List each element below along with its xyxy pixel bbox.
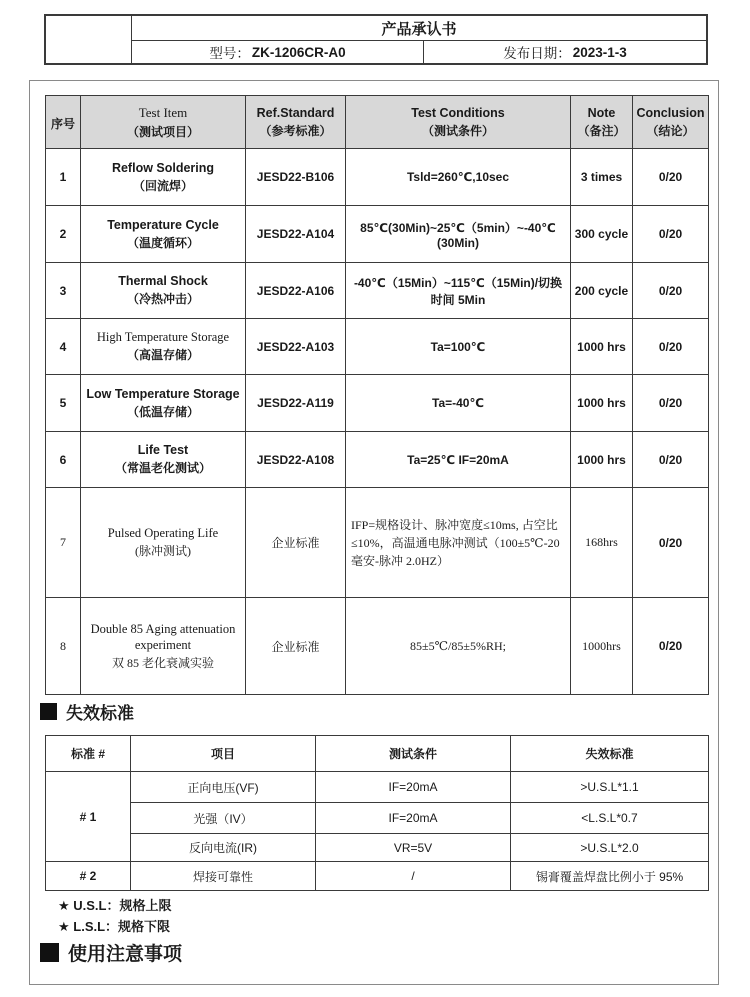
footnotes xyxy=(58,895,172,937)
cell-conclusion: 0/20 xyxy=(633,432,709,488)
criteria-row-luminous-intensity xyxy=(46,803,709,834)
criteria-table-header xyxy=(46,736,709,772)
cell-note: 168hrs xyxy=(571,488,633,598)
section-title: 失效标准 xyxy=(66,704,134,723)
cell-test-conditions: 85±5℃/85±5%RH; xyxy=(346,598,571,695)
reliability-test-table xyxy=(45,95,709,695)
criteria-header-item: 项目 xyxy=(131,736,316,772)
cell-test-item xyxy=(81,598,246,695)
cell-conclusion: 0/20 xyxy=(633,149,709,206)
criteria-item: 焊接可靠性 xyxy=(131,862,316,891)
section-title: 使用注意事项 xyxy=(68,944,183,965)
criteria-value: >U.S.L*2.0 xyxy=(511,834,709,862)
cell-test-conditions: 85℃(30Min)~25℃（5min）~-40℃ (30Min) xyxy=(346,206,571,263)
section-bullet-square-icon xyxy=(40,943,59,962)
cell-note: 300 cycle xyxy=(571,206,633,263)
criteria-value: 锡膏覆盖焊盘比例小于 95% xyxy=(511,862,709,891)
header-meta-row xyxy=(132,41,706,63)
test-item-en: High Temperature Storage xyxy=(96,330,230,345)
test-item-en: Temperature Cycle xyxy=(107,217,219,232)
test-item-cn: （高温存储） xyxy=(126,348,199,363)
test-item-cn: 双 85 老化衰减实验 xyxy=(111,656,214,671)
cell-ref-standard: 企业标准 xyxy=(246,488,346,598)
test-item-cn: (脉冲测试) xyxy=(135,544,191,559)
cell-note: 200 cycle xyxy=(571,263,633,319)
test-item-en: Reflow Soldering xyxy=(111,160,215,175)
table-row-thermal-shock xyxy=(46,263,709,319)
criteria-value: <L.S.L*0.7 xyxy=(511,803,709,834)
criteria-group-label: # 1 xyxy=(46,772,131,862)
cell-conclusion: 0/20 xyxy=(633,263,709,319)
cell-test-conditions: Ta=-40℃ xyxy=(346,375,571,432)
criteria-item: 正向电压(VF) xyxy=(131,772,316,803)
model-value: ZK-1206CR-A0 xyxy=(251,44,346,60)
criteria-item: 反向电流(IR) xyxy=(131,834,316,862)
cell-conclusion: 0/20 xyxy=(633,375,709,432)
cell-ref-standard: JESD22-A103 xyxy=(246,319,346,375)
release-date-label: 发布日期： xyxy=(503,46,571,61)
test-table-header xyxy=(46,96,709,149)
cell-test-item xyxy=(81,432,246,488)
cell-note: 3 times xyxy=(571,149,633,206)
criteria-condition: IF=20mA xyxy=(316,803,511,834)
header-test-item: Test Item （测试项目） xyxy=(81,96,246,149)
cell-ref-standard: JESD22-A106 xyxy=(246,263,346,319)
table-row-double-85-aging xyxy=(46,598,709,695)
cell-no: 1 xyxy=(46,149,81,206)
criteria-row-forward-voltage xyxy=(46,772,709,803)
criteria-header-condition: 测试条件 xyxy=(316,736,511,772)
header-right-section xyxy=(132,16,706,63)
cell-test-item xyxy=(81,149,246,206)
cell-test-conditions: Tsld=260℃,10sec xyxy=(346,149,571,206)
document-header-table xyxy=(44,14,708,65)
criteria-condition: / xyxy=(316,862,511,891)
cell-test-item xyxy=(81,206,246,263)
cell-test-item xyxy=(81,263,246,319)
cell-ref-standard: JESD22-A119 xyxy=(246,375,346,432)
cell-conclusion: 0/20 xyxy=(633,488,709,598)
failure-criteria-table xyxy=(45,735,709,891)
cell-no: 2 xyxy=(46,206,81,263)
criteria-condition: IF=20mA xyxy=(316,772,511,803)
criteria-row-soldering-reliability xyxy=(46,862,709,891)
header-ref-standard: Ref.Standard （参考标准） xyxy=(246,96,346,149)
test-item-en: Pulsed Operating Life xyxy=(107,526,219,541)
cell-test-item xyxy=(81,488,246,598)
logo-placeholder-cell xyxy=(46,16,132,63)
table-row-high-temperature-storage xyxy=(46,319,709,375)
table-row-low-temperature-storage xyxy=(46,375,709,432)
cell-test-conditions: Ta=25℃ IF=20mA xyxy=(346,432,571,488)
cell-no: 3 xyxy=(46,263,81,319)
criteria-header-criteria: 失效标准 xyxy=(511,736,709,772)
test-item-en: Thermal Shock xyxy=(118,274,208,289)
cell-no: 4 xyxy=(46,319,81,375)
footnote-lsl: ★ L.S.L：规格下限 xyxy=(58,919,171,934)
table-row-temperature-cycle xyxy=(46,206,709,263)
criteria-group-label: # 2 xyxy=(46,862,131,891)
test-item-cn: （常温老化测试） xyxy=(114,461,211,476)
criteria-row-reverse-current xyxy=(46,834,709,862)
header-no: 序号 xyxy=(46,96,81,149)
release-date-value: 2023-1-3 xyxy=(572,44,627,60)
test-item-cn: （回流焊） xyxy=(132,178,193,193)
cell-note: 1000 hrs xyxy=(571,432,633,488)
cell-conclusion: 0/20 xyxy=(633,319,709,375)
footnote-usl: ★ U.S.L：规格上限 xyxy=(58,898,172,913)
document-title: 产品承认书 xyxy=(132,16,706,41)
cell-test-conditions: -40℃（15Min）~115℃（15Min)/切换时间 5Min xyxy=(346,263,571,319)
cell-test-conditions: Ta=100℃ xyxy=(346,319,571,375)
header-note: Note （备注） xyxy=(571,96,633,149)
header-conclusion: Conclusion （结论） xyxy=(633,96,709,149)
cell-ref-standard: JESD22-A108 xyxy=(246,432,346,488)
cell-note: 1000 hrs xyxy=(571,375,633,432)
cell-test-item xyxy=(81,319,246,375)
cell-note: 1000hrs xyxy=(571,598,633,695)
test-item-en: Life Test xyxy=(137,443,189,458)
table-row-reflow-soldering xyxy=(46,149,709,206)
cell-conclusion: 0/20 xyxy=(633,206,709,263)
model-label: 型号： xyxy=(209,46,250,61)
cell-conclusion: 0/20 xyxy=(633,598,709,695)
table-row-pulsed-operating-life xyxy=(46,488,709,598)
cell-no: 7 xyxy=(46,488,81,598)
test-item-en: Low Temperature Storage xyxy=(86,386,240,401)
header-test-conditions: Test Conditions （测试条件） xyxy=(346,96,571,149)
model-cell xyxy=(132,41,424,63)
criteria-condition: VR=5V xyxy=(316,834,511,862)
section-heading-usage-precautions xyxy=(40,939,182,966)
cell-no: 5 xyxy=(46,375,81,432)
test-item-cn: （低温存储） xyxy=(126,404,199,419)
release-date-cell xyxy=(424,41,706,63)
section-bullet-square-icon xyxy=(40,703,57,720)
criteria-value: >U.S.L*1.1 xyxy=(511,772,709,803)
table-row-life-test xyxy=(46,432,709,488)
test-item-en: Double 85 Aging attenuation experiment xyxy=(90,621,236,653)
cell-no: 8 xyxy=(46,598,81,695)
test-item-cn: （冷热冲击） xyxy=(126,292,199,307)
cell-ref-standard: JESD22-B106 xyxy=(246,149,346,206)
cell-ref-standard: 企业标准 xyxy=(246,598,346,695)
criteria-header-standard-no: 标准 # xyxy=(46,736,131,772)
cell-note: 1000 hrs xyxy=(571,319,633,375)
cell-test-item xyxy=(81,375,246,432)
criteria-item: 光强（IV） xyxy=(131,803,316,834)
section-heading-failure-criteria xyxy=(40,699,134,724)
cell-test-conditions: IFP=规格设计、脉冲宽度≤10ms, 占空比≤10%，高温通电脉冲测试（100±5℃-20 毫安-脉冲 2.0HZ） xyxy=(346,488,571,598)
cell-no: 6 xyxy=(46,432,81,488)
test-item-cn: （温度循环） xyxy=(126,235,199,250)
cell-ref-standard: JESD22-A104 xyxy=(246,206,346,263)
